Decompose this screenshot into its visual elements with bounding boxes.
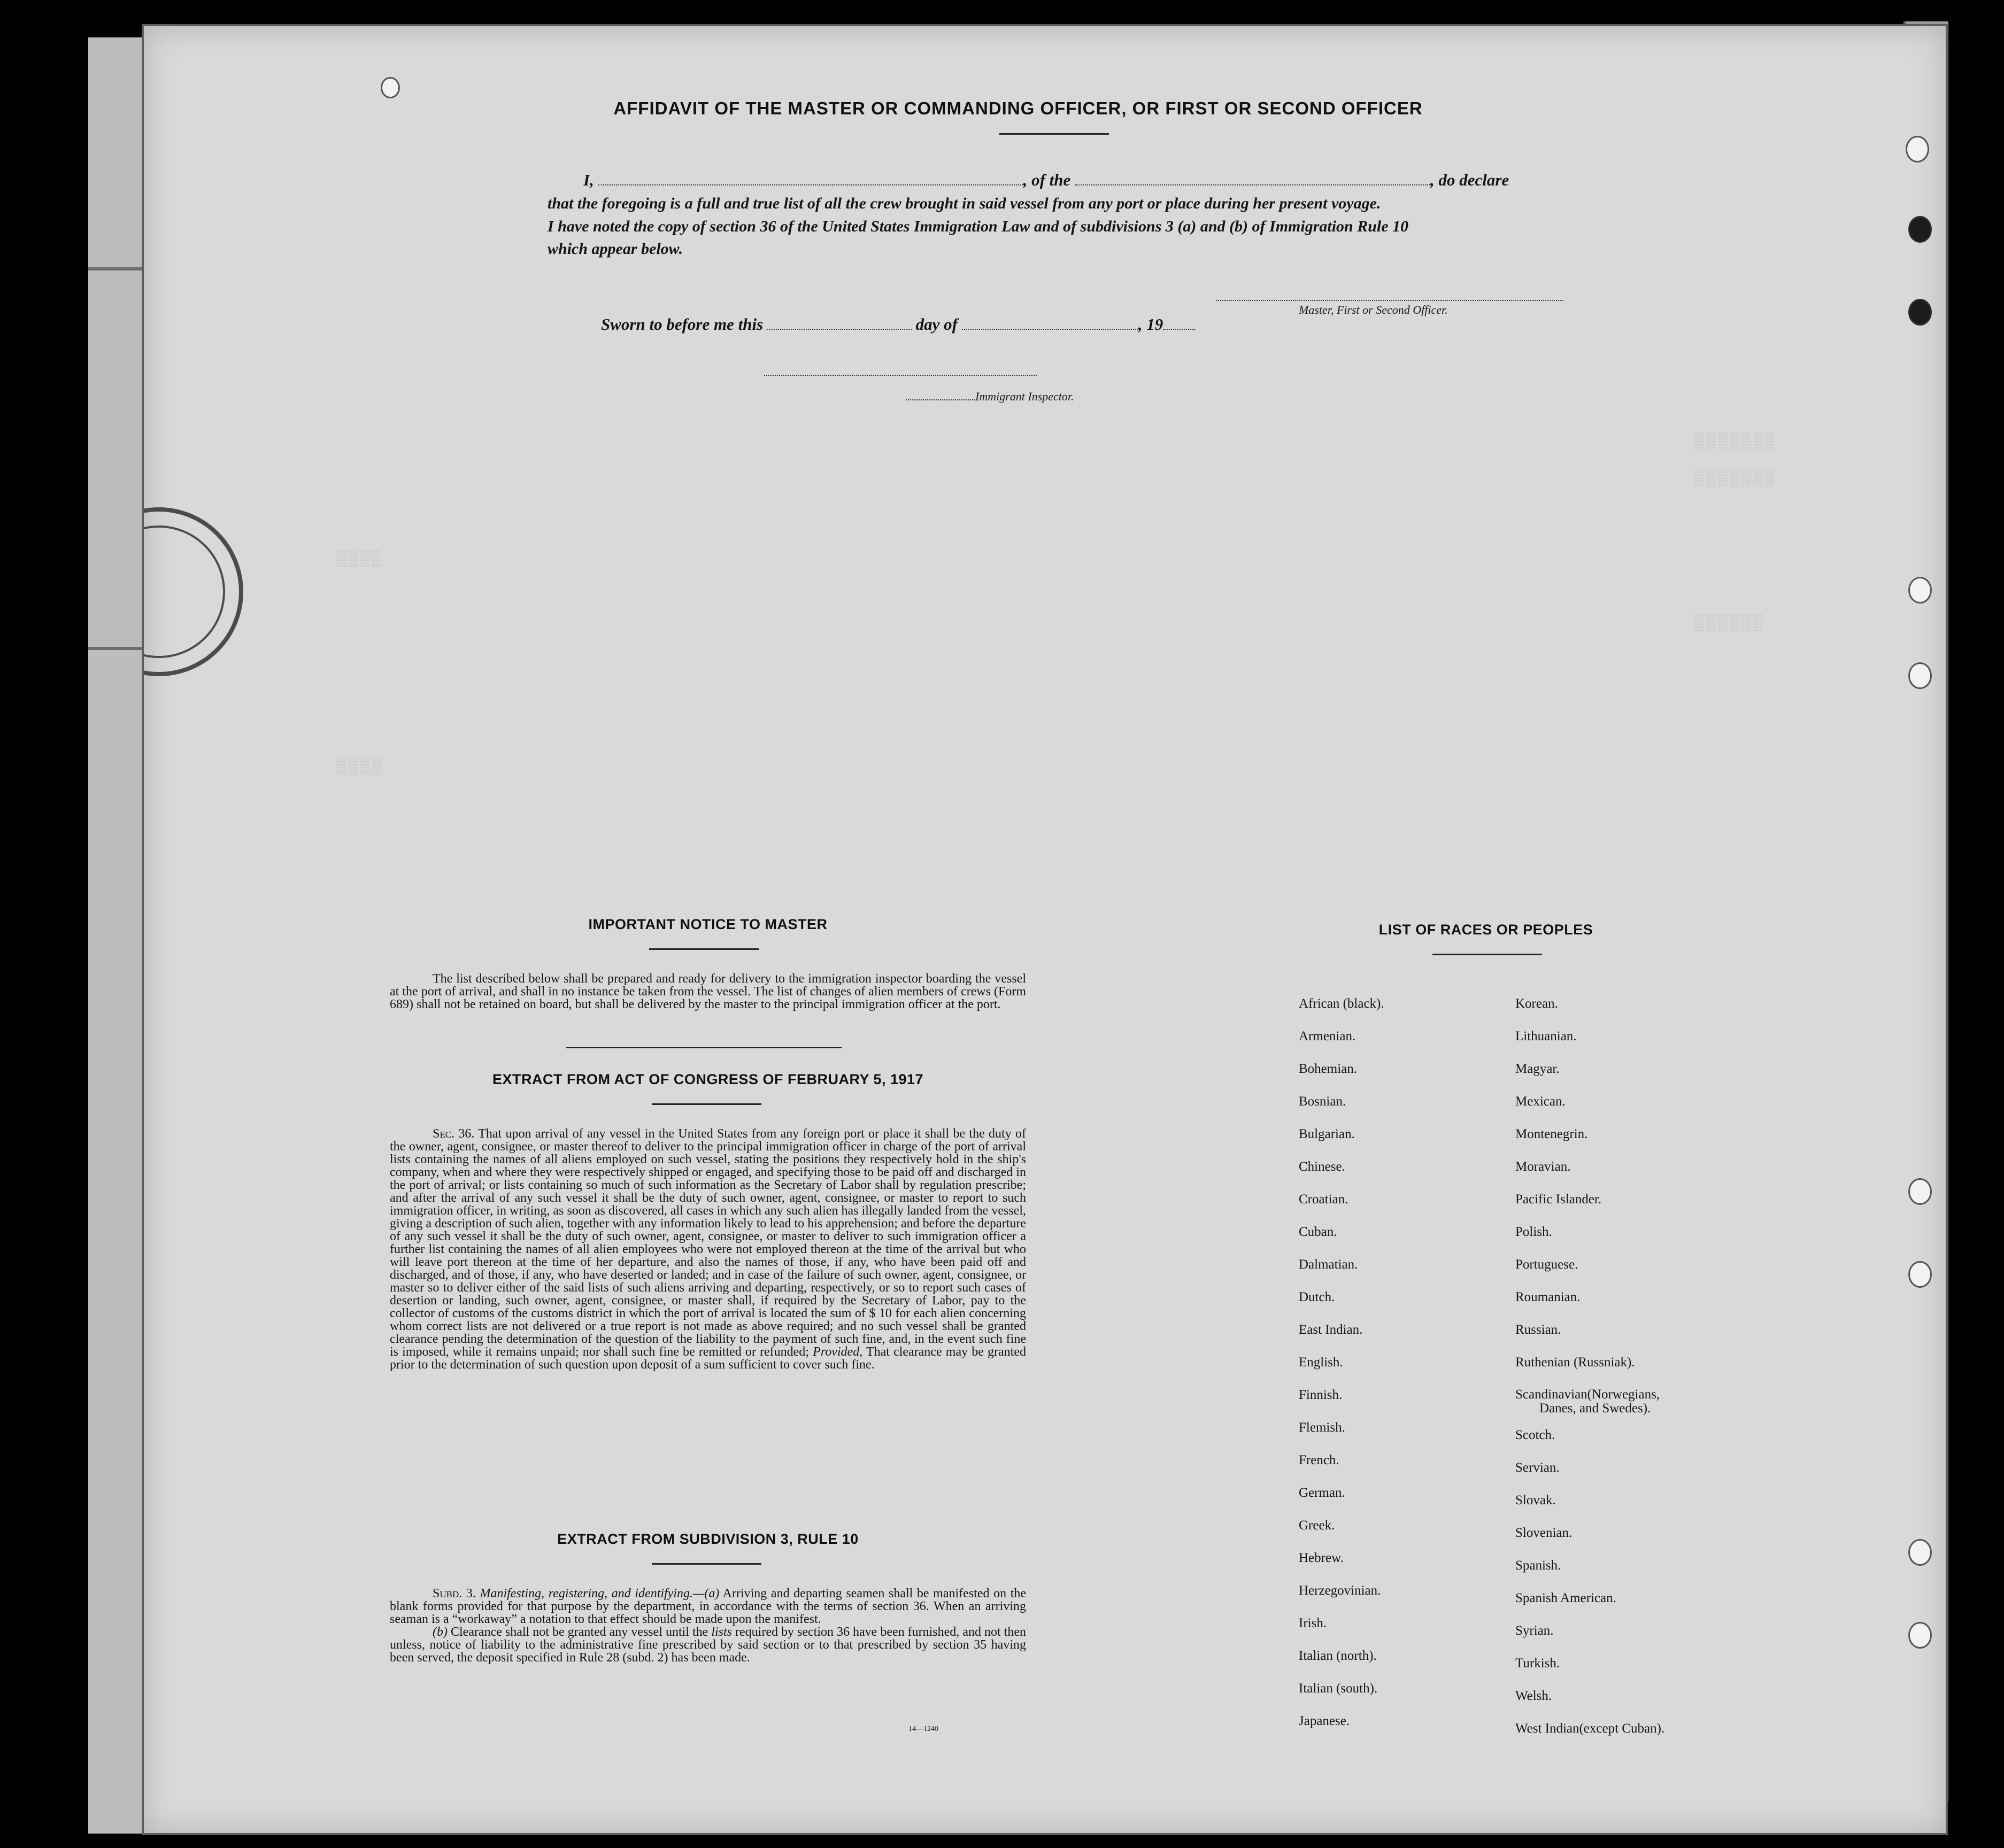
- sworn-day-blank[interactable]: [767, 328, 912, 330]
- bleed-through-artifact: ▒▒▒▒▒▒: [1694, 614, 1766, 632]
- race-item: Spanish American.: [1515, 1591, 1616, 1605]
- sworn-year-blank[interactable]: [1163, 328, 1195, 330]
- race-item: Spanish.: [1515, 1558, 1561, 1573]
- sworn-line: [601, 315, 1195, 334]
- binder-hole-icon: [1906, 136, 1929, 163]
- race-item-continuation: Danes, and Swedes).: [1539, 1401, 1651, 1416]
- race-item: East Indian.: [1299, 1323, 1363, 1337]
- race-item: Roumanian.: [1515, 1290, 1581, 1304]
- binder-hole-icon: [1908, 577, 1932, 604]
- race-item: Mexican.: [1515, 1094, 1566, 1109]
- rule-subd: Subd. 3.: [433, 1587, 476, 1600]
- binder-hole-icon: [1908, 662, 1932, 689]
- race-item: Chinese.: [1299, 1159, 1345, 1174]
- race-item: Pacific Islander.: [1515, 1192, 1602, 1207]
- rule-lists: lists: [711, 1625, 732, 1639]
- form-number: 14—1240: [908, 1725, 938, 1733]
- race-item: Polish.: [1515, 1225, 1552, 1239]
- race-item: Russian.: [1515, 1323, 1561, 1337]
- rule-heading: Manifesting, registering, and identifying.—(a): [480, 1587, 720, 1600]
- affidavit-line-4: which appear below.: [548, 240, 683, 258]
- sworn-label: Sworn to before me this: [601, 315, 764, 334]
- binder-hole-icon: [381, 77, 400, 98]
- act-body: That upon arrival of any vessel in the United States from any foreign port or place it shall be the duty of the owner, agent, consignee, or master thereof to deliver to the principal immigration officer in charge of the port of arrival lists containing the names of all aliens employed on such vessel, stating the positions they respectively hold in the ship's company, when and where they were respectively shipped or engaged, and specifying those to be paid off and discharged in the port of arrival; or lists containing so much of such information as the Secretary of Labor shall by regulation prescribe; and after the arrival of any such vessel it shall be the duty of such owner, agent, consignee, or master to report to such immigration officer, in writing, as soon as discovered, all cases in which any such alien has illegally landed from the vessel, giving a description of such alien, together with any information likely to lead to his apprehension; and before the departure of any such vessel it shall be the duty of such owner, agent, consignee, or master to deliver to such immigration officer a further list containing the names of all alien employees who were not employed thereon at the time of the arrival but who will leave port thereon at the time of her departure, and also the names of those, if any, who have been paid off and discharged, and of those, if any, who have deserted or landed; and in case of the failure of such owner, agent, consignee, or master so to deliver either of the said lists of such aliens arriving and departing, respectively, or so to report such cases of desertion or landing, such owner, agent, consignee, or master shall, if required by the Secretary of Labor, pay to the collector of customs of the customs district in which the port of arrival is located the sum of $ 10 for each alien concerning whom correct lists are not delivered or a true report is not made as above required; and no such vessel shall be granted clearance pending the determination of the question of the liability to the payment of such fine, and, in the event such fine is imposed, while it remains unpaid; nor shall such fine be remitted or refunded;: [390, 1127, 1026, 1359]
- notice-underline: [649, 948, 759, 950]
- act-provided: Provided,: [813, 1345, 863, 1359]
- race-item: West Indian(except Cuban).: [1515, 1721, 1665, 1736]
- rule-text-a: Arriving and departing seamen shall be manifested on the blank forms provided for that purpose by the department, in accordance with the terms of section 36. When an arriving seaman is a “workaway” a notation to that effect should be made upon the manifest.: [390, 1587, 1027, 1626]
- race-item-scandinavian: Scandinavian(Norwegians, Danes, and Swedes).: [1515, 1388, 1664, 1428]
- race-item: Montenegrin.: [1515, 1127, 1588, 1141]
- inspector-signature-line[interactable]: [764, 374, 1037, 376]
- vessel-blank[interactable]: [1075, 184, 1430, 185]
- race-item: Servian.: [1515, 1460, 1560, 1475]
- race-item: Slovenian.: [1515, 1526, 1573, 1540]
- underlying-page-edge: [88, 37, 149, 1834]
- race-item: Scotch.: [1515, 1428, 1555, 1442]
- race-item: Moravian.: [1515, 1159, 1571, 1174]
- race-item: Korean.: [1515, 996, 1558, 1011]
- race-item: Japanese.: [1299, 1714, 1350, 1728]
- binder-hole-icon: [1908, 216, 1932, 243]
- shipping-line-stamp: [142, 507, 243, 676]
- name-blank[interactable]: [598, 184, 1023, 185]
- year-label: , 19: [1138, 315, 1163, 334]
- races-left-column: [1299, 996, 1384, 1746]
- sworn-month-blank[interactable]: [962, 328, 1138, 330]
- title-underline: [999, 133, 1109, 135]
- race-item: Turkish.: [1515, 1656, 1560, 1671]
- race-item: French.: [1299, 1453, 1339, 1467]
- race-item: Bulgarian.: [1299, 1127, 1355, 1141]
- races-title: LIST OF RACES OR PEOPLES: [1378, 922, 1593, 938]
- race-item: Slovak.: [1515, 1493, 1556, 1507]
- rule-title: EXTRACT FROM SUBDIVISION 3, RULE 10: [557, 1531, 859, 1547]
- binder-hole-icon: [1908, 1622, 1932, 1649]
- binder-hole-icon: [1908, 1261, 1932, 1288]
- binder-hole-icon: [1908, 1539, 1932, 1566]
- race-item: German.: [1299, 1486, 1345, 1500]
- affidavit-line-1: [583, 171, 1509, 190]
- race-item: Armenian.: [1299, 1029, 1356, 1043]
- act-body-end: That clearance may be granted prior to the determination of such question upon deposit of a sum sufficient to cover such fine.: [390, 1345, 1026, 1372]
- rule-underline: [652, 1563, 761, 1565]
- inspector-line: [906, 390, 1074, 404]
- inspector-label: Immigrant Inspector.: [975, 390, 1074, 403]
- notice-divider: [566, 1047, 842, 1048]
- race-item: Lithuanian.: [1515, 1029, 1577, 1043]
- race-item: Syrian.: [1515, 1623, 1554, 1638]
- races-right-column: [1515, 996, 1664, 1754]
- race-item: Herzegovinian.: [1299, 1583, 1381, 1598]
- bleed-through-artifact: ▒▒▒▒: [336, 759, 384, 777]
- affidavit-line-3: I have noted the copy of section 36 of the United States Immigration Law and of subdivisions 3 (a) and (b) of Immigration Rule 10: [548, 218, 1409, 235]
- race-item: English.: [1299, 1355, 1343, 1370]
- race-item: Portuguese.: [1515, 1257, 1578, 1272]
- race-item: African (black).: [1299, 996, 1384, 1011]
- race-item: Flemish.: [1299, 1420, 1345, 1435]
- notice-text: The list described below shall be prepared and ready for delivery to the immigration inspector boarding the vessel at the port of arrival, and shall in no instance be taken from the vessel. The list of changes of alien members of crews (Form 689) shall not be retained on board, but shall be delivered by the master to the principal immigration officer at the port.: [390, 972, 1026, 1011]
- race-item: Magyar.: [1515, 1062, 1560, 1076]
- rule-text: [390, 1587, 1026, 1664]
- day-of-label: day of: [915, 315, 958, 334]
- bleed-through-artifact: ▒▒▒▒▒▒▒: [1694, 432, 1777, 451]
- bleed-through-artifact: ▒▒▒▒: [336, 550, 384, 568]
- binder-hole-icon: [1908, 1178, 1932, 1205]
- races-underline: [1432, 954, 1542, 955]
- rule-text-b2: required by section 36 have been furnished, and not then unless, notice of liability to the administrative fine prescribed by said section or to that prescribed by section 35 having been served, the deposit specified in Rule 28 (subd. 2) has been made.: [390, 1625, 1026, 1665]
- affidavit-title: AFFIDAVIT OF THE MASTER OR COMMANDING OFFICER, OR FIRST OR SECOND OFFICER: [613, 98, 1423, 118]
- affidavit-line-2: that the foregoing is a full and true list of all the crew brought in said vessel from any port or place during her present voyage.: [548, 195, 1381, 212]
- act-text: [390, 1127, 1026, 1371]
- race-item: Greek.: [1299, 1518, 1335, 1533]
- act-title: EXTRACT FROM ACT OF CONGRESS OF FEBRUARY 5, 1917: [492, 1071, 924, 1087]
- race-item: Bohemian.: [1299, 1062, 1358, 1076]
- race-item: Bosnian.: [1299, 1094, 1346, 1109]
- race-item: Ruthenian (Russniak).: [1515, 1355, 1635, 1370]
- notice-title: IMPORTANT NOTICE TO MASTER: [588, 916, 828, 932]
- race-item: Welsh.: [1515, 1689, 1552, 1703]
- act-section: Sec. 36.: [433, 1127, 475, 1141]
- race-item: Irish.: [1299, 1616, 1327, 1630]
- affidavit-i-label: I,: [583, 171, 594, 189]
- master-signature-label: Master, First or Second Officer.: [1299, 303, 1448, 316]
- race-item: Croatian.: [1299, 1192, 1348, 1207]
- act-underline: [652, 1103, 761, 1105]
- binder-hole-icon: [1908, 299, 1932, 326]
- race-item: Dalmatian.: [1299, 1257, 1358, 1272]
- race-item: Italian (north).: [1299, 1649, 1377, 1663]
- document-sheet: [142, 24, 1948, 1835]
- bleed-through-artifact: ▒▒▒▒▒▒▒: [1694, 470, 1777, 488]
- rule-b-label: (b): [433, 1625, 448, 1639]
- race-item: Cuban.: [1299, 1225, 1337, 1239]
- race-item: Dutch.: [1299, 1290, 1335, 1304]
- of-the-label: , of the: [1023, 171, 1071, 189]
- declare-label: , do declare: [1430, 171, 1509, 189]
- rule-text-b1: Clearance shall not be granted any vessel until the: [451, 1625, 708, 1639]
- race-item: Hebrew.: [1299, 1551, 1344, 1565]
- race-item: Finnish.: [1299, 1388, 1343, 1402]
- master-signature-line[interactable]: [1216, 299, 1563, 301]
- race-item: Italian (south).: [1299, 1681, 1378, 1696]
